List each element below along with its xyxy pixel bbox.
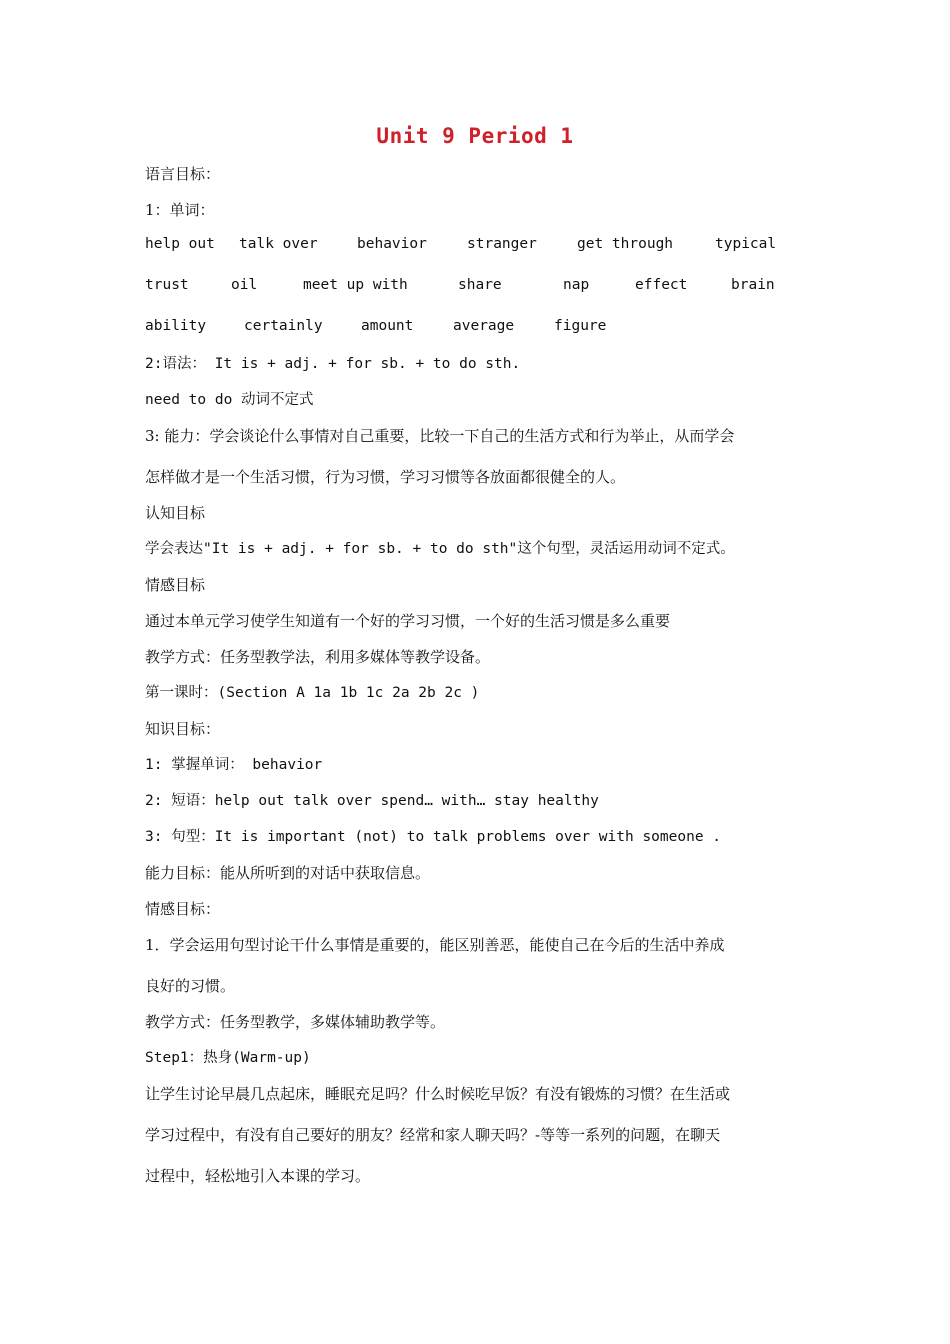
vocab-word: brain bbox=[731, 277, 775, 293]
vocab-row-2 bbox=[145, 277, 805, 297]
document-title: Unit 9 Period 1 bbox=[376, 124, 574, 148]
vocab-word: typical bbox=[715, 236, 777, 252]
vocab-word: average bbox=[453, 318, 515, 334]
vocab-word: amount bbox=[361, 318, 414, 334]
vocab-word: get through bbox=[577, 236, 674, 252]
first-lesson-line: 第一课时：(Section A 1a 1b 1c 2a 2b 2c ) bbox=[145, 685, 480, 701]
vocab-word: trust bbox=[145, 277, 189, 293]
cognitive-goals-text: 学会表达"It is + adj. + for sb. + to do sth"这个句型，灵活运用动词不定式。 bbox=[145, 541, 735, 557]
ability-goals-line: 能力目标：能从所听到的对话中获取信息。 bbox=[145, 864, 431, 882]
phrases-line: 2: 短语：help out talk over spend… with… stay healthy bbox=[145, 793, 599, 809]
vocab-word: nap bbox=[563, 277, 590, 293]
vocab-word: oil bbox=[231, 277, 258, 293]
grammar-line: 2:语法： It is + adj. + for sb. + to do sth. bbox=[145, 356, 521, 372]
ability-line-cont: 怎样做才是一个生活习惯，行为习惯，学习习惯等各放面都很健全的人。 bbox=[145, 468, 626, 486]
teaching-method-line: 教学方式：任务型教学法，利用多媒体等教学设备。 bbox=[145, 648, 491, 666]
master-words-line: 1: 掌握单词： behavior bbox=[145, 757, 323, 773]
language-goals-heading: 语言目标： bbox=[145, 165, 221, 183]
vocab-row-3 bbox=[145, 318, 805, 338]
vocab-word: figure bbox=[554, 318, 607, 334]
vocab-word: certainly bbox=[244, 318, 323, 334]
vocab-word: ability bbox=[145, 318, 207, 334]
vocab-word: talk over bbox=[239, 236, 318, 252]
emotion-goals-item-1: 1．学会运用句型讨论干什么事情是重要的，能区别善恶，能使自己在今后的生活中养成 bbox=[145, 936, 725, 954]
step1-text-2: 学习过程中，有没有自己要好的朋友？经常和家人聊天吗？-等等一系列的问题，在聊天 bbox=[145, 1126, 721, 1144]
emotion-goals-heading-2: 情感目标： bbox=[145, 900, 221, 918]
knowledge-goals-heading: 知识目标： bbox=[145, 720, 221, 738]
ability-line: 3: 能力：学会谈论什么事情对自己重要，比较一下自己的生活方式和行为举止，从而学会 bbox=[145, 427, 735, 445]
vocab-word: stranger bbox=[467, 236, 537, 252]
vocab-row-1 bbox=[145, 236, 805, 256]
step1-text-1: 让学生讨论早晨几点起床，睡眠充足吗？什么时候吃早饭？有没有锻炼的习惯？在生活或 bbox=[145, 1085, 731, 1103]
vocab-word: meet up with bbox=[303, 277, 408, 293]
sentence-pattern-line: 3: 句型：It is important (not) to talk problems over with someone . bbox=[145, 829, 722, 845]
vocab-word: help out bbox=[145, 236, 215, 252]
infinitive-line: need to do 动词不定式 bbox=[145, 392, 314, 408]
vocab-word: behavior bbox=[357, 236, 427, 252]
step1-text-3: 过程中，轻松地引入本课的学习。 bbox=[145, 1167, 371, 1185]
vocab-word: effect bbox=[635, 277, 688, 293]
emotion-goals-item-1-cont: 良好的习惯。 bbox=[145, 977, 236, 995]
cognitive-goals-heading: 认知目标 bbox=[145, 504, 206, 522]
teaching-method-line-2: 教学方式：任务型教学，多媒体辅助教学等。 bbox=[145, 1013, 446, 1031]
emotion-goals-text: 通过本单元学习使学生知道有一个好的学习习惯，一个好的生活习惯是多么重要 bbox=[145, 612, 671, 630]
emotion-goals-heading: 情感目标 bbox=[145, 576, 206, 594]
vocab-heading: 1：单词： bbox=[145, 201, 215, 219]
vocab-word: share bbox=[458, 277, 502, 293]
step1-heading: Step1：热身(Warm-up) bbox=[145, 1050, 311, 1066]
